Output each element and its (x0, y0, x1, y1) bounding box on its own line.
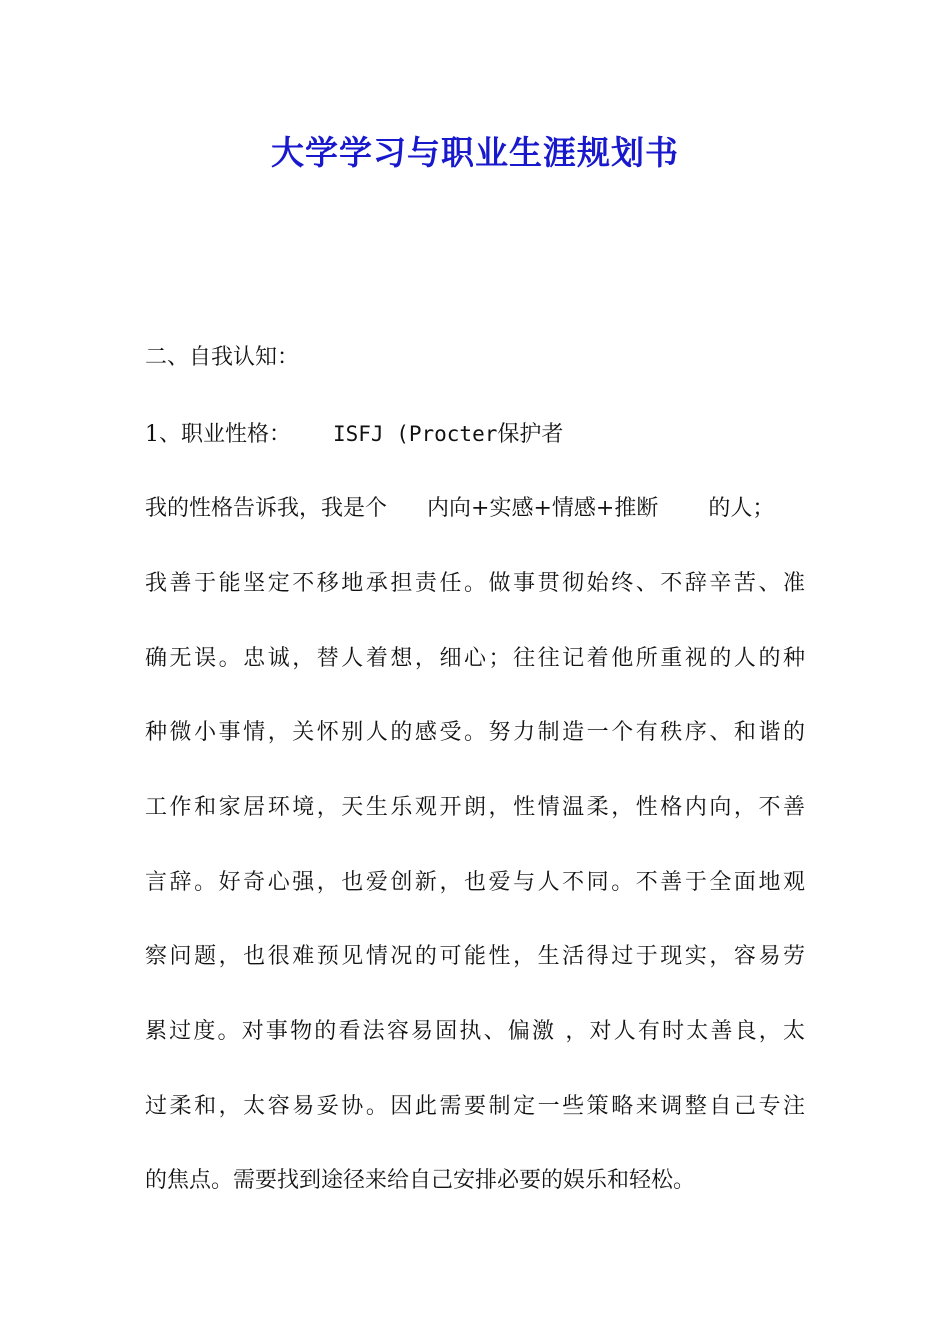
body-line: 过柔和，太容易妥协。因此需要制定一些策略来调整自己专注 (145, 1094, 805, 1119)
career-personality-line (145, 419, 805, 450)
body-line: 言辞。好奇心强，也爱创新，也爱与人不同。不善于全面地观 (145, 870, 805, 895)
intro-prefix: 我的性格告诉我，我是个 (145, 496, 388, 521)
intro-suffix: 的人； (708, 496, 775, 521)
document-title: 大学学习与职业生涯规划书 (271, 133, 679, 172)
career-personality-label: 1、职业性格： (145, 422, 291, 447)
body-line: 我善于能坚定不移地承担责任。做事贯彻始终、不辞辛苦、准 (145, 571, 805, 596)
personality-code: ISFJ (Procter (333, 422, 498, 446)
intro-line (145, 494, 805, 524)
body-line: 种微小事情，关怀别人的感受。努力制造一个有秩序、和谐的 (145, 720, 805, 745)
body-line: 察问题，也很难预见情况的可能性，生活得过于现实，容易劳 (145, 944, 805, 969)
intro-traits: 内向+实感+情感+推断 (427, 496, 659, 521)
body-line: 工作和家居环境，天生乐观开朗，性情温柔，性格内向，不善 (145, 795, 805, 820)
body-line: 的焦点。需要找到途径来给自己安排必要的娱乐和轻松。 (145, 1168, 696, 1193)
body-line: 确无误。忠诚，替人着想，细心；往往记着他所重视的人的种 (145, 646, 805, 671)
section-heading: 二、自我认知： (145, 345, 300, 370)
body-line: 累过度。对事物的看法容易固执、偏激 ，对人有时太善良，太 (145, 1019, 805, 1044)
personality-type-name: 保护者 (497, 422, 564, 447)
